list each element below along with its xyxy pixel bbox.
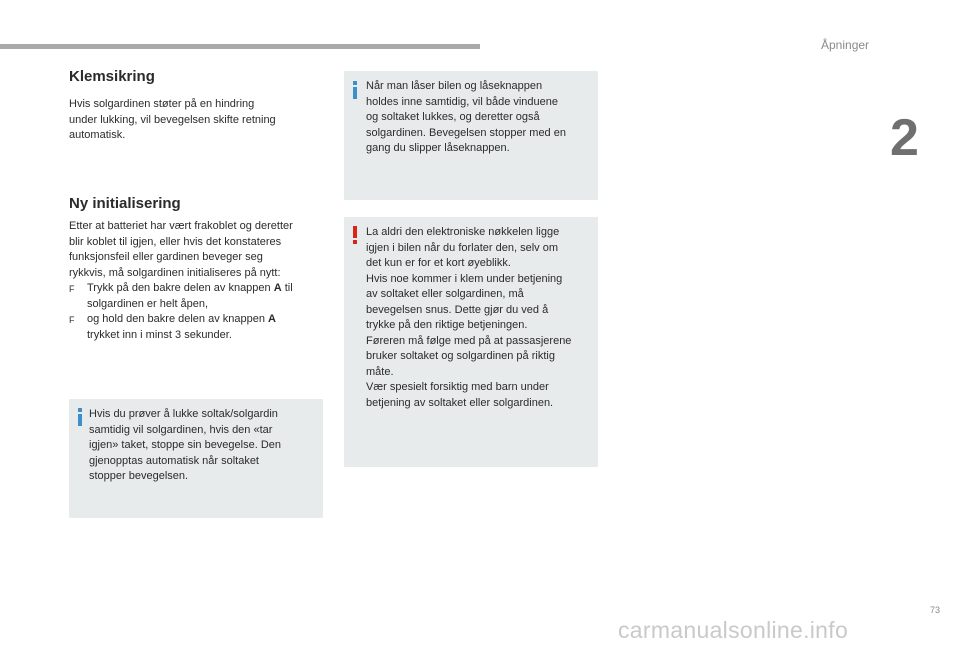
chapter-number: 2: [890, 109, 919, 167]
text-line: Hvis noe kommer i klem under betjening: [366, 272, 563, 285]
page-number: 73: [930, 605, 941, 615]
text-line: betjening av soltaket eller solgardinen.: [366, 396, 554, 409]
text-line: solgardinen. Bevegelsen stopper med en: [366, 126, 566, 139]
bullet-icon: F: [69, 315, 75, 325]
text-line: samtidig vil solgardinen, hvis den «tar: [89, 423, 273, 436]
step-text: Trykk på den bakre delen av knappen: [87, 282, 274, 294]
heading-klemsikring: Klemsikring: [69, 68, 155, 85]
text-line: automatisk.: [69, 129, 126, 141]
text-line: gjenopptas automatisk når soltaket: [89, 454, 259, 467]
button-key: A: [268, 313, 276, 325]
button-key: A: [273, 282, 282, 294]
step-text: og hold den bakre delen av knappen: [87, 313, 269, 325]
step-2: [69, 312, 329, 343]
text-line: igjen» taket, stoppe sin bevegelse. Den: [89, 439, 282, 451]
text-line: blir koblet til igjen, eller hvis det konstateres: [69, 235, 282, 248]
initialisering-paragraph: [69, 219, 329, 343]
heading-ny-initialisering: Ny initialisering: [69, 195, 181, 212]
text-line: Hvis solgardinen støter på en hindring: [69, 98, 255, 110]
warning-box: [344, 217, 598, 467]
info-icon: [76, 408, 84, 426]
header-rule: [0, 44, 480, 49]
text-line: La aldri den elektroniske nøkkelen ligge: [366, 226, 560, 238]
text-line: og soltaket lukkes, og deretter også: [366, 111, 540, 123]
step-text: solgardinen er helt åpen,: [87, 297, 209, 310]
info-box-right: [344, 71, 598, 200]
info-icon: [351, 81, 359, 99]
text-line: gang du slipper låseknappen.: [366, 142, 510, 154]
text-line: stopper bevegelsen.: [89, 470, 189, 482]
klemsikring-paragraph: [69, 97, 319, 144]
text-line: bruker soltaket og solgardinen på riktig: [366, 350, 555, 362]
text-line: holdes inne samtidig, vil både vinduene: [366, 95, 559, 108]
step-text: trykket inn i minst 3 sekunder.: [87, 328, 232, 341]
text-line: Når man låser bilen og låseknappen: [366, 80, 543, 92]
text-line: funksjonsfeil eller gardinen beveger seg: [69, 251, 263, 263]
text-line: bevegelsen snus. Dette gjør du ved å: [366, 303, 549, 316]
step-1: [69, 281, 329, 312]
text-line: trykke på den riktige betjeningen.: [366, 319, 528, 331]
text-line: Føreren må følge med på at passasjerene: [366, 334, 572, 347]
text-line: rykkvis, må solgardinen initialiseres på nytt:: [69, 266, 281, 279]
section-name: Åpninger: [821, 38, 870, 52]
text-line: Hvis du prøver å lukke soltak/solgardin: [89, 408, 278, 420]
warning-icon: [351, 226, 359, 244]
step-text: til: [281, 282, 293, 294]
text-line: det kun er for et kort øyeblikk.: [366, 257, 511, 269]
text-line: måte.: [366, 365, 394, 378]
watermark: carmanualsonline.info: [618, 617, 849, 643]
text-line: Etter at batteriet har vært frakoblet og deretter: [69, 220, 293, 232]
text-line: under lukking, vil bevegelsen skifte retning: [69, 113, 276, 126]
bullet-icon: F: [69, 284, 75, 294]
info-box-left: [69, 399, 323, 518]
text-line: av soltaket eller solgardinen, må: [366, 288, 524, 300]
text-line: igjen i bilen når du forlater den, selv om: [366, 241, 558, 254]
text-line: Vær spesielt forsiktig med barn under: [366, 381, 549, 393]
